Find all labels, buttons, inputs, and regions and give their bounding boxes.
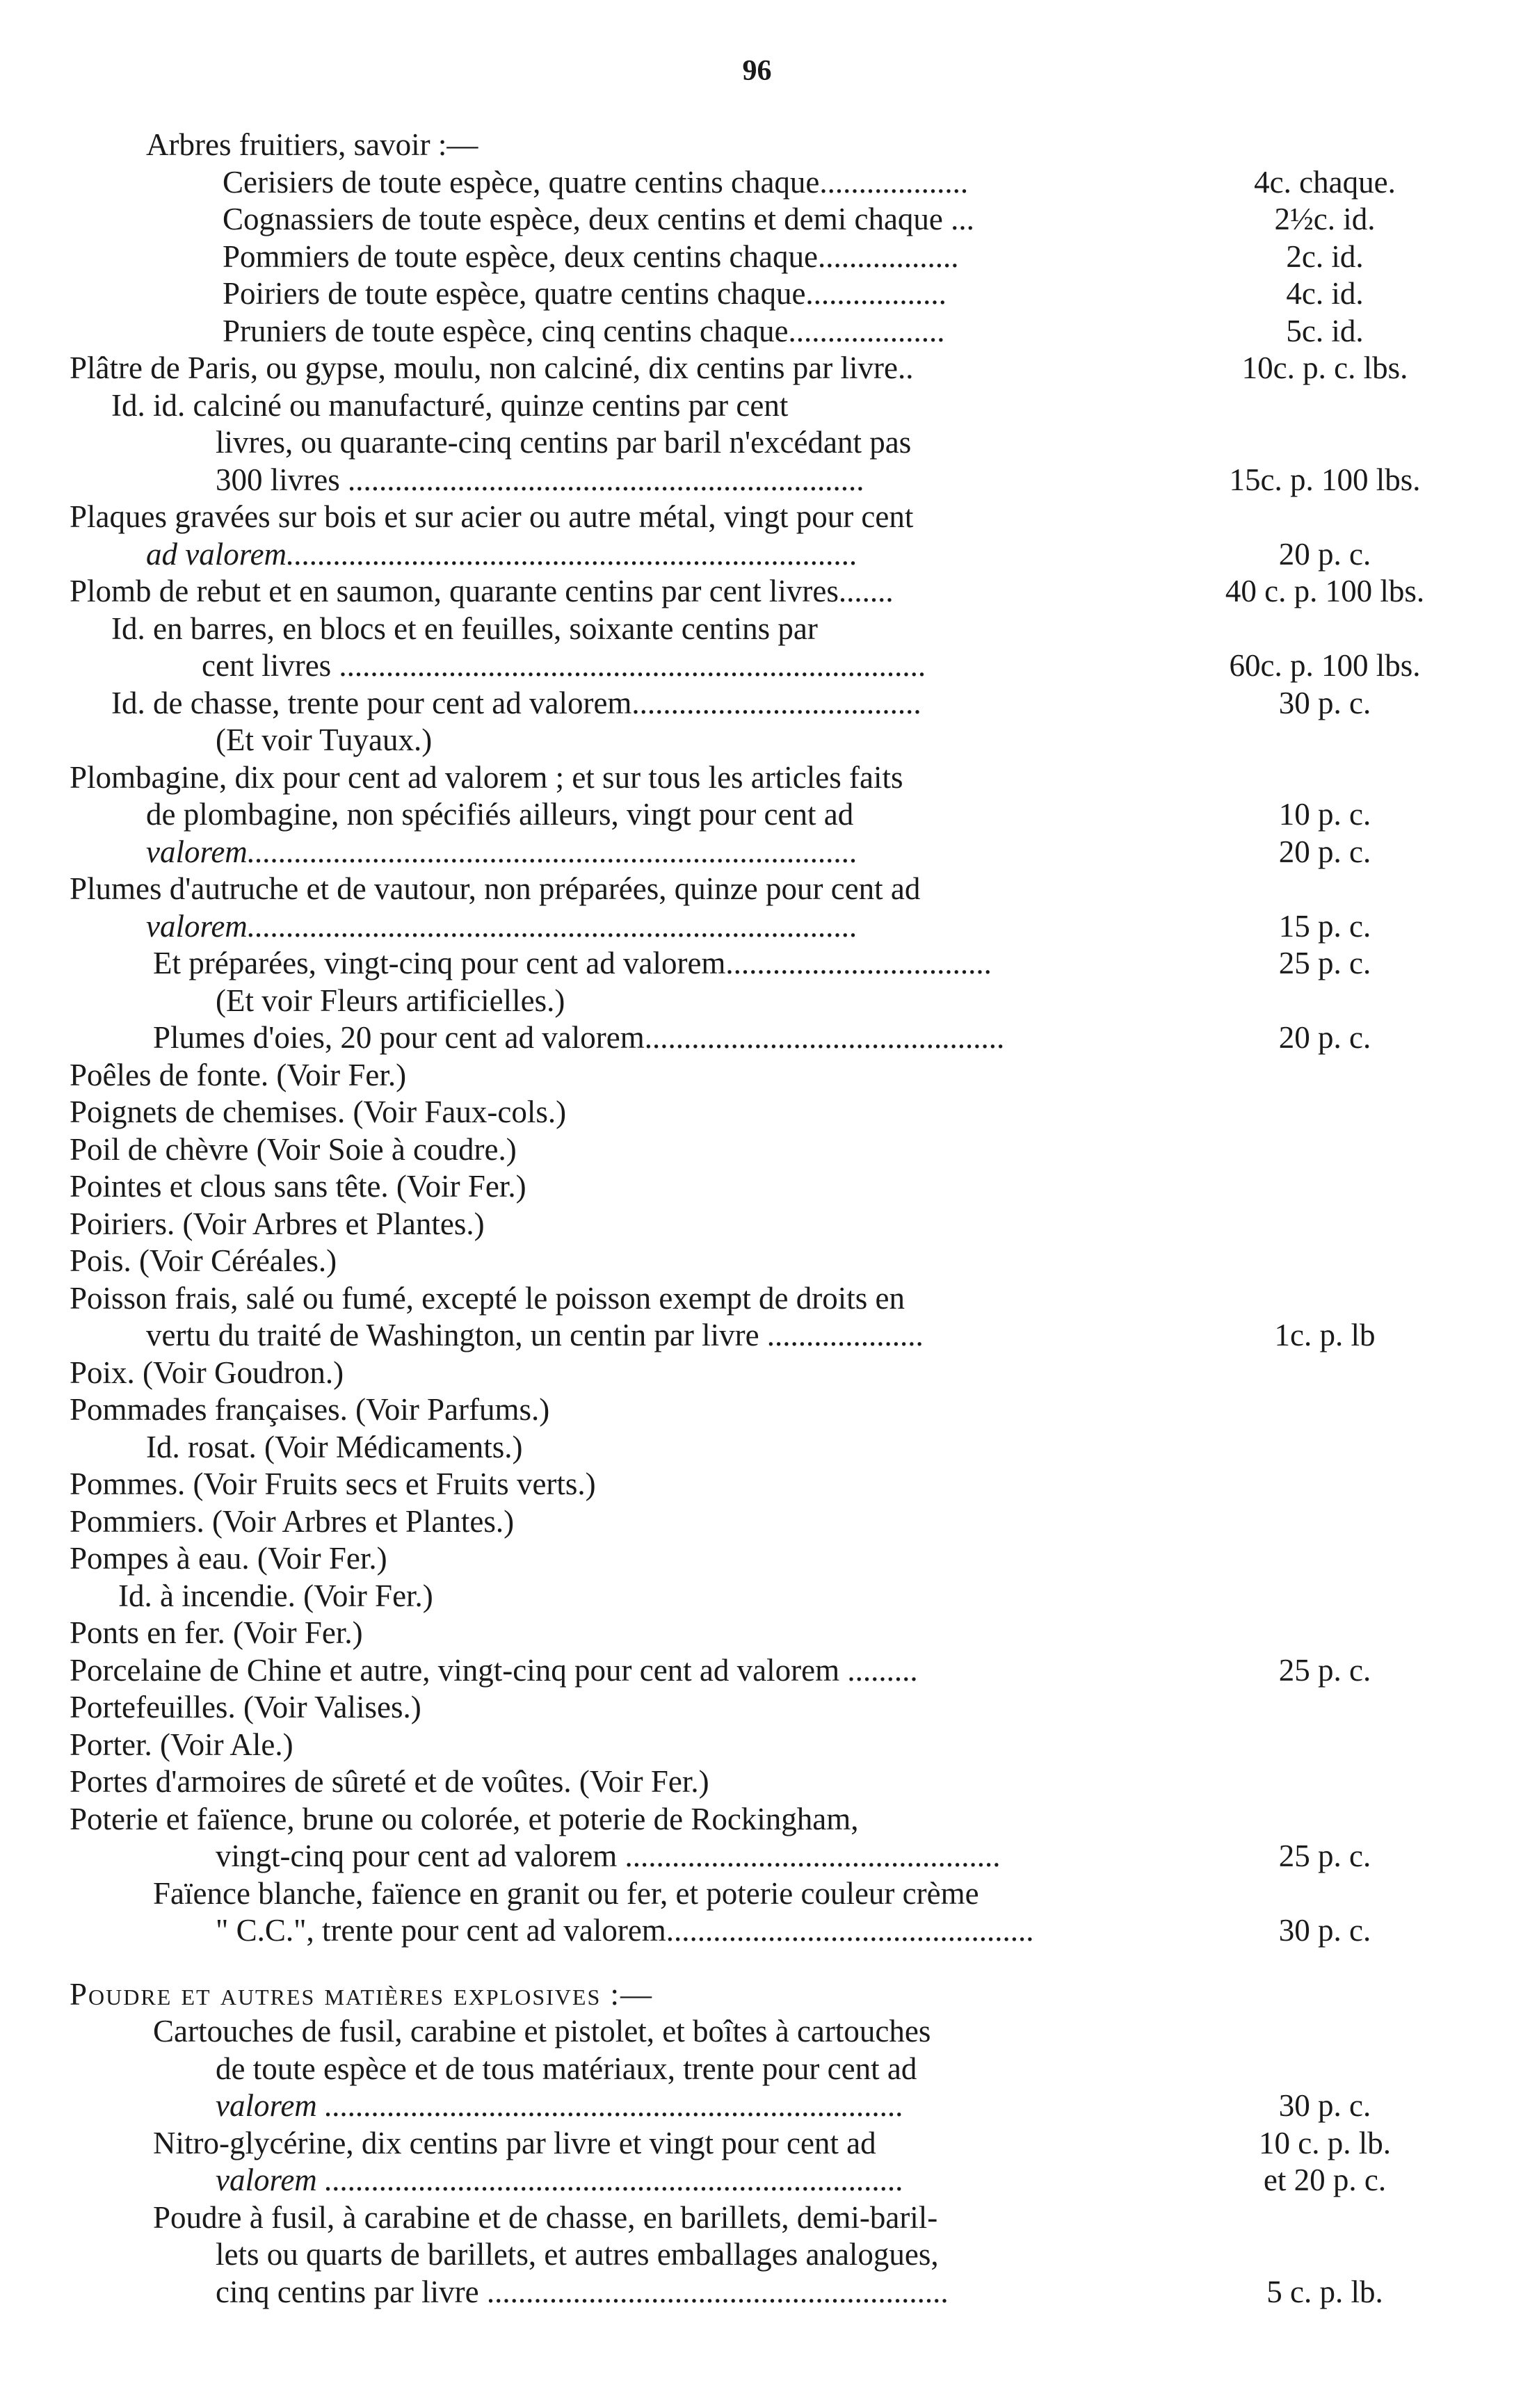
entry-text: (Et voir Tuyaux.) — [216, 722, 433, 757]
list-item — [70, 1168, 1453, 1206]
entry-text: livres, ou quarante-cinq centins par baril n'excédant pas — [216, 425, 912, 460]
entry-rate: 40 c. p. 100 lbs. — [1225, 574, 1425, 608]
page-number: 96 — [742, 55, 772, 87]
entry-text: Porcelaine de Chine et autre, vingt-cinq pour cent ad valorem ......... — [70, 1652, 918, 1688]
entry-text: valorem.............................................................................. — [146, 834, 858, 869]
list-item — [70, 1131, 1453, 1169]
entry-rate: et 20 p. c. — [1263, 2163, 1387, 2197]
entry-text: de plombagine, non spécifiés ailleurs, vingt pour cent ad — [146, 797, 854, 832]
entry-rate: 5c. id. — [1286, 313, 1364, 348]
list-item — [70, 164, 1453, 202]
list-item — [70, 201, 1453, 239]
entry-text: Nitro-glycérine, dix centins par livre et vingt pour cent ad — [153, 2125, 876, 2160]
entry-rate: 5 c. p. lb. — [1266, 2274, 1383, 2309]
entry-rate: 10 c. p. lb. — [1259, 2125, 1391, 2160]
list-item — [70, 1355, 1453, 1392]
entry-rate: 30 p. c. — [1278, 1913, 1371, 1948]
list-item — [70, 945, 1453, 983]
entry-text: Id. rosat. (Voir Médicaments.) — [146, 1429, 523, 1464]
entry-rate: 10 p. c. — [1278, 797, 1371, 832]
list-item — [70, 1801, 1453, 1839]
list-item — [70, 2051, 1453, 2088]
entry-text: Pruniers de toute espèce, cinq centins chaque.................... — [223, 313, 945, 348]
entry-text: Pommes. (Voir Fruits secs et Fruits verts.) — [70, 1466, 596, 1501]
entry-text: Poterie et faïence, brune ou colorée, et poterie de Rockingham, — [70, 1801, 859, 1836]
entry-text: Pommiers de toute espèce, deux centins chaque.................. — [223, 239, 959, 274]
entry-text: Poiriers de toute espèce, quatre centins chaque.................. — [223, 276, 947, 311]
entry-text: Pompes à eau. (Voir Fer.) — [70, 1541, 387, 1576]
list-item — [70, 1689, 1453, 1727]
entry-rate: 4c. id. — [1286, 276, 1364, 311]
entry-text: valorem.............................................................................. — [146, 908, 858, 944]
list-item — [70, 1578, 1453, 1615]
entry-text: Plaques gravées sur bois et sur acier ou autre métal, vingt pour cent — [70, 499, 914, 534]
list-item — [70, 647, 1453, 685]
list-item — [70, 1503, 1453, 1541]
list-item — [70, 387, 1453, 425]
tariff-list — [70, 127, 1453, 2311]
list-item — [70, 1243, 1453, 1280]
entry-text: (Et voir Fleurs artificielles.) — [216, 983, 565, 1018]
list-item — [70, 350, 1453, 387]
entry-text: Pommades françaises. (Voir Parfums.) — [70, 1392, 550, 1427]
entry-text: Plumes d'oies, 20 pour cent ad valorem.............................................. — [153, 1020, 1005, 1055]
list-item — [70, 1466, 1453, 1503]
entry-text: Poudre à fusil, à carabine et de chasse, en barillets, demi-baril- — [153, 2199, 938, 2235]
entry-rate: 30 p. c. — [1278, 685, 1371, 720]
list-item — [70, 1206, 1453, 1243]
list-item — [70, 871, 1453, 908]
list-item — [70, 834, 1453, 871]
entry-text: 300 livres .................................................................. — [216, 462, 864, 497]
entry-text: Portefeuilles. (Voir Valises.) — [70, 1690, 421, 1724]
entry-text: Cerisiers de toute espèce, quatre centins chaque................... — [223, 164, 969, 200]
section-heading — [70, 1976, 1453, 2014]
section-spacer — [70, 1950, 1453, 1976]
list-item — [70, 2087, 1453, 2125]
entry-text: Poêles de fonte. (Voir Fer.) — [70, 1057, 407, 1092]
list-item — [70, 685, 1453, 722]
list-item — [70, 1019, 1453, 1057]
entry-text: Cognassiers de toute espèce, deux centins et demi chaque ... — [223, 202, 974, 236]
list-item — [70, 2125, 1453, 2163]
entry-rate: 15c. p. 100 lbs. — [1229, 462, 1421, 497]
entry-text: Id. en barres, en blocs et en feuilles, soixante centins par — [111, 611, 818, 646]
entry-text: Cartouches de fusil, carabine et pistolet, et boîtes à cartouches — [153, 2014, 931, 2049]
list-item — [70, 499, 1453, 536]
entry-text: Porter. (Voir Ale.) — [70, 1727, 293, 1762]
list-item — [70, 313, 1453, 350]
entry-text: Pommiers. (Voir Arbres et Plantes.) — [70, 1503, 515, 1539]
list-item — [70, 1094, 1453, 1131]
entry-rate: 30 p. c. — [1278, 2088, 1371, 2123]
entry-rate: 25 p. c. — [1278, 946, 1371, 980]
entry-text: valorem .......................................................................... — [216, 2163, 904, 2197]
list-item — [70, 462, 1453, 499]
entry-rate: 20 p. c. — [1278, 1020, 1371, 1055]
entry-rate: 15 p. c. — [1278, 908, 1371, 944]
list-item — [70, 1875, 1453, 1913]
entry-text: ad valorem......................................................................... — [146, 536, 858, 572]
list-item — [70, 1057, 1453, 1094]
entry-text: Et préparées, vingt-cinq pour cent ad valorem.................................. — [153, 946, 992, 980]
list-item — [70, 573, 1453, 611]
list-item — [70, 1391, 1453, 1429]
entry-text: Faïence blanche, faïence en granit ou fer, et poterie couleur crème — [153, 1875, 979, 1911]
list-item — [70, 759, 1453, 797]
list-item — [70, 1727, 1453, 1764]
entry-text: valorem .......................................................................... — [216, 2088, 904, 2123]
entry-rate: 25 p. c. — [1278, 1652, 1371, 1688]
entry-rate: 2c. id. — [1286, 239, 1364, 274]
entry-text: vertu du traité de Washington, un centin par livre .................... — [146, 1318, 924, 1352]
list-item — [70, 2013, 1453, 2051]
list-item — [70, 1317, 1453, 1355]
entry-text: Plâtre de Paris, ou gypse, moulu, non calciné, dix centins par livre.. — [70, 350, 914, 385]
entry-text: vingt-cinq pour cent ad valorem ................................................ — [216, 1839, 1001, 1873]
list-item — [70, 1838, 1453, 1875]
entry-text: cinq centins par livre ........................................................... — [216, 2274, 949, 2309]
entry-text: Poiriers. (Voir Arbres et Plantes.) — [70, 1206, 485, 1241]
entry-text: Id. id. calciné ou manufacturé, quinze centins par cent — [111, 387, 789, 423]
list-item — [70, 127, 1453, 164]
entry-text: Poix. (Voir Goudron.) — [70, 1355, 344, 1390]
entry-rate: 20 p. c. — [1278, 834, 1371, 869]
list-item — [70, 1912, 1453, 1950]
list-item — [70, 1280, 1453, 1318]
entry-text: cent livres ........................................................................... — [202, 648, 926, 683]
list-item — [70, 2274, 1453, 2311]
list-item — [70, 796, 1453, 834]
list-item — [70, 1540, 1453, 1578]
entry-text: Id. à incendie. (Voir Fer.) — [118, 1578, 433, 1613]
entry-text: Id. de chasse, trente pour cent ad valorem..................................... — [111, 685, 921, 720]
list-item — [70, 1429, 1453, 1466]
entry-text: Plomb de rebut et en saumon, quarante centins par cent livres....... — [70, 574, 894, 608]
list-item — [70, 983, 1453, 1020]
list-item — [70, 2162, 1453, 2199]
entry-rate: 60c. p. 100 lbs. — [1229, 648, 1421, 683]
entry-text: de toute espèce et de tous matériaux, trente pour cent ad — [216, 2051, 917, 2086]
entry-rate: 10c. p. c. lbs. — [1241, 350, 1408, 385]
entry-text: Poil de chèvre (Voir Soie à coudre.) — [70, 1131, 517, 1167]
list-item — [70, 1615, 1453, 1652]
entry-rate: 4c. chaque. — [1254, 164, 1396, 200]
entry-text: " C.C.", trente pour cent ad valorem............................................... — [216, 1913, 1034, 1948]
list-item — [70, 2236, 1453, 2274]
list-item — [70, 722, 1453, 759]
entry-text: Plumes d'autruche et de vautour, non préparées, quinze pour cent ad — [70, 871, 921, 906]
entry-text: Arbres fruitiers, savoir :— — [146, 127, 478, 162]
list-item — [70, 2199, 1453, 2237]
entry-text: Pois. (Voir Céréales.) — [70, 1243, 337, 1278]
entry-text: Plombagine, dix pour cent ad valorem ; et sur tous les articles faits — [70, 759, 903, 795]
section-heading-text: Poudre et autres matières explosives :— — [70, 1976, 654, 2012]
list-item — [70, 611, 1453, 648]
entry-text: Pointes et clous sans tête. (Voir Fer.) — [70, 1169, 526, 1204]
list-item — [70, 275, 1453, 313]
entry-rate: 25 p. c. — [1278, 1839, 1371, 1873]
entry-rate: 1c. p. lb — [1274, 1318, 1376, 1352]
list-item — [70, 536, 1453, 574]
list-item — [70, 424, 1453, 462]
entry-text: Poisson frais, salé ou fumé, excepté le poisson exempt de droits en — [70, 1280, 905, 1316]
entry-text: lets ou quarts de barillets, et autres emballages analogues, — [216, 2237, 939, 2272]
list-item — [70, 908, 1453, 946]
list-item — [70, 1763, 1453, 1801]
entry-rate: 2½c. id. — [1274, 202, 1376, 236]
list-item — [70, 1652, 1453, 1690]
entry-rate: 20 p. c. — [1278, 536, 1371, 572]
list-item — [70, 239, 1453, 276]
entry-text: Ponts en fer. (Voir Fer.) — [70, 1615, 363, 1650]
entry-text: Portes d'armoires de sûreté et de voûtes. (Voir Fer.) — [70, 1764, 709, 1799]
entry-text: Poignets de chemises. (Voir Faux-cols.) — [70, 1094, 567, 1129]
